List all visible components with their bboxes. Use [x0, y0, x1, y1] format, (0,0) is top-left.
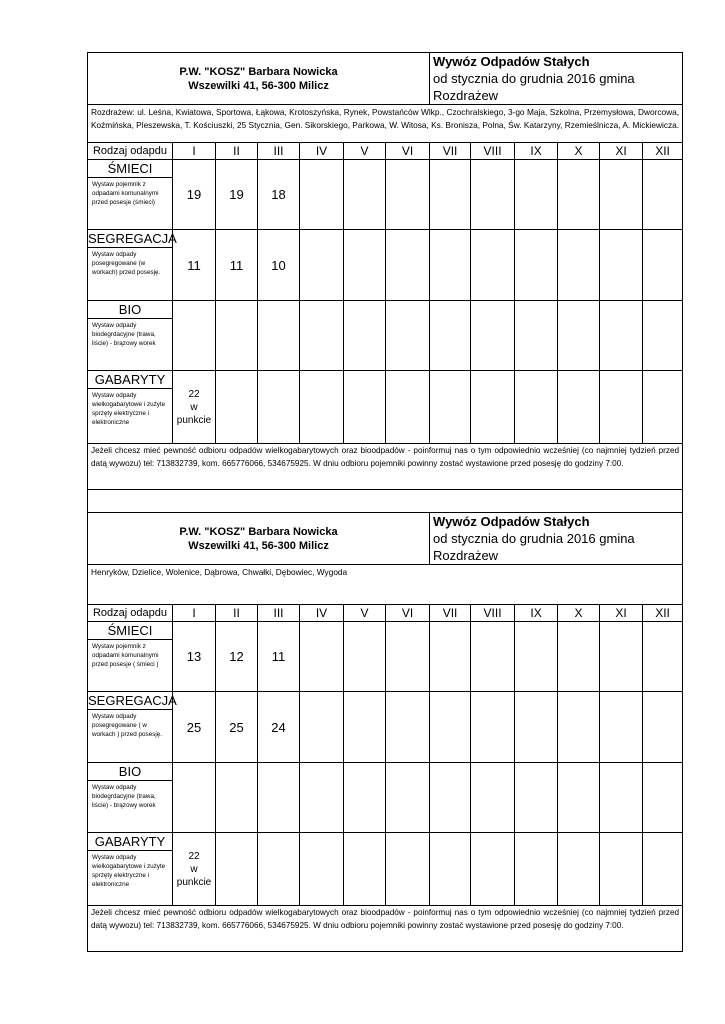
pickup-day-value: 22 w punkcie	[176, 388, 212, 426]
pickup-day-cell	[643, 230, 683, 301]
pickup-day-cell	[558, 371, 600, 444]
pickup-day-cell	[515, 763, 558, 833]
pickup-day-value: 11	[187, 257, 201, 273]
category-row	[88, 371, 683, 444]
pickup-day-cell	[558, 763, 600, 833]
waste-type-label: Rodzaj odapdu	[88, 605, 173, 622]
pickup-day-cell	[173, 692, 216, 763]
month-header: XI	[600, 605, 643, 622]
pickup-day-cell	[344, 833, 386, 906]
month-header: XI	[600, 143, 643, 160]
pickup-day-cell	[643, 301, 683, 371]
month-header: X	[558, 605, 600, 622]
pickup-day-cell	[558, 692, 600, 763]
schedule-page	[87, 52, 682, 952]
pickup-day-value: 12	[229, 649, 244, 664]
pickup-day-cell	[643, 371, 683, 444]
company-name: P.W. "KOSZ" Barbara Nowicka	[179, 525, 338, 538]
note-row	[88, 906, 683, 952]
pickup-day-cell	[430, 622, 471, 692]
pickup-day-value: 22 w punkcie	[176, 850, 212, 888]
month-header: X	[558, 143, 600, 160]
pickup-note: Jeżeli chcesz mieć pewność odbioru odpadów wielkogabarytowych oraz bioodpadów - poinformuj nas o tym odpowiednio wcześniej (co najmniej tydzień przed datą wywozu) tel: 713832739, kom. 665776066, 534675925. W dniu odbioru pojemniki powinny zostać wystawione przed posesję do godziny 7:00.	[88, 906, 683, 952]
pickup-day-cell	[643, 763, 683, 833]
category-name: ŚMIECI	[88, 160, 172, 178]
category-name: SEGREGACJA	[88, 693, 177, 708]
month-header: V	[344, 143, 386, 160]
pickup-day-value: 11	[271, 649, 286, 664]
pickup-day-cell	[558, 160, 600, 230]
category-cell	[88, 763, 173, 833]
pickup-day-cell	[430, 160, 471, 230]
month-header: VI	[386, 605, 430, 622]
pickup-day-cell	[430, 371, 471, 444]
category-cell	[88, 692, 177, 763]
pickup-day-cell	[515, 692, 558, 763]
schedule-table	[87, 52, 683, 952]
pickup-day-cell	[173, 371, 216, 444]
month-header: IV	[300, 143, 344, 160]
pickup-day-cell	[300, 622, 344, 692]
pickup-day-cell	[515, 160, 558, 230]
category-row	[88, 833, 683, 906]
streets-list: Rozdrażew: ul. Leśna, Kwiatowa, Sportowa, Łąkowa, Krotoszyńska, Rynek, Powstańców Wlkp., Czochralskiego, 3-go Maja, Szkolna, Przemysłowa, Dworcowa, Koźmińska, Pleszewska, T. Kościuszki, 25 Stycznia, Gen. Sikorskiego, Parkowa, W. Witosa, Ks. Bronisza, Polna, Św. Katarzyny, Rzemieślnicza, A. Mickiewicza.	[88, 105, 683, 143]
pickup-day-cell	[430, 230, 471, 301]
month-header: III	[258, 143, 300, 160]
section-spacer	[88, 490, 683, 513]
pickup-day-cell	[258, 622, 300, 692]
month-header: VII	[430, 605, 471, 622]
category-name: BIO	[88, 301, 172, 319]
pickup-day-cell	[344, 622, 386, 692]
month-header: VI	[386, 143, 430, 160]
pickup-day-cell	[515, 301, 558, 371]
pickup-day-cell	[173, 230, 216, 301]
pickup-day-cell	[300, 230, 344, 301]
schedule-subtitle: od stycznia do grudnia 2016 gmina Rozdrażew	[433, 531, 635, 563]
category-row	[88, 301, 683, 371]
pickup-day-cell	[300, 692, 344, 763]
pickup-day-cell	[600, 622, 643, 692]
pickup-day-cell	[386, 371, 430, 444]
pickup-day-cell	[386, 763, 430, 833]
pickup-day-cell	[344, 371, 386, 444]
pickup-day-value: 25	[186, 719, 202, 735]
pickup-day-cell	[643, 160, 683, 230]
company-name: P.W. "KOSZ" Barbara Nowicka	[179, 65, 338, 78]
pickup-day-cell	[258, 160, 300, 230]
pickup-day-cell	[471, 230, 515, 301]
category-description: Wystaw pojemnik z odpadami komunalnymi przed posesje ( śmieci )	[92, 643, 159, 668]
month-header: IX	[515, 605, 558, 622]
category-row	[88, 622, 683, 692]
pickup-day-cell	[643, 622, 683, 692]
pickup-note: Jeżeli chcesz mieć pewność odbioru odpadów wielkogabarytowych oraz bioodpadów - poinformuj nas o tym odpowiednio wcześniej (co najmniej tydzień przed datą wywozu) tel: 713832739, kom. 665776066, 534675925. W dniu odbioru pojemniki powinny zostać wystawione przed posesję do godziny 7:00.	[88, 444, 683, 490]
pickup-day-value: 10	[271, 257, 286, 273]
pickup-day-value: 19	[186, 187, 202, 202]
month-header: VIII	[471, 605, 515, 622]
company-address: Wszewilki 41, 56-300 Milicz	[188, 79, 329, 92]
company-address: Wszewilki 41, 56-300 Milicz	[188, 539, 329, 552]
pickup-day-cell	[471, 692, 515, 763]
pickup-day-cell	[600, 763, 643, 833]
streets-list: Henryków, Dzielice, Wolenice, Dąbrowa, Chwałki, Dębowiec, Wygoda	[88, 565, 683, 605]
month-header: XII	[643, 143, 683, 160]
pickup-day-cell	[216, 371, 258, 444]
pickup-day-cell	[258, 833, 300, 906]
month-header: V	[344, 605, 386, 622]
schedule-title-block	[430, 513, 683, 565]
category-cell	[88, 160, 173, 230]
pickup-day-cell	[300, 371, 344, 444]
pickup-day-value: 18	[271, 187, 286, 202]
pickup-day-cell	[600, 230, 643, 301]
pickup-day-cell	[600, 692, 643, 763]
pickup-day-cell	[216, 763, 258, 833]
pickup-day-cell	[216, 160, 258, 230]
pickup-day-cell	[386, 692, 430, 763]
category-row	[88, 763, 683, 833]
pickup-day-cell	[258, 301, 300, 371]
pickup-day-cell	[216, 301, 258, 371]
month-header: III	[258, 605, 300, 622]
pickup-day-cell	[386, 622, 430, 692]
month-header: I	[173, 605, 216, 622]
pickup-day-cell	[300, 833, 344, 906]
pickup-day-cell	[558, 622, 600, 692]
category-description: Wystaw odpady wielkogabarytowe i zużyte sprzęty elektryczne i elektroniczne	[92, 854, 166, 888]
company-block	[88, 513, 430, 565]
pickup-day-value: 24	[271, 719, 286, 735]
pickup-day-cell	[600, 833, 643, 906]
month-header: VII	[430, 143, 471, 160]
pickup-day-cell	[515, 230, 558, 301]
month-header: XII	[643, 605, 683, 622]
pickup-day-cell	[471, 371, 515, 444]
pickup-day-cell	[386, 833, 430, 906]
pickup-day-cell	[600, 371, 643, 444]
pickup-day-value: 11	[229, 257, 244, 273]
pickup-day-cell	[344, 160, 386, 230]
month-header-row	[88, 605, 683, 622]
schedule-subtitle: od stycznia do grudnia 2016 gmina Rozdrażew	[433, 71, 635, 103]
pickup-day-cell	[471, 622, 515, 692]
pickup-day-cell	[471, 160, 515, 230]
pickup-day-cell	[216, 230, 258, 301]
pickup-day-cell	[558, 301, 600, 371]
pickup-day-cell	[173, 833, 216, 906]
company-block	[88, 53, 430, 105]
pickup-day-cell	[258, 692, 300, 763]
pickup-day-value: 25	[229, 719, 244, 735]
category-description: Wystaw odpady biodegrdacyjne (trawa, liście) - brązowy worek	[92, 322, 156, 347]
pickup-day-cell	[515, 371, 558, 444]
pickup-day-cell	[430, 833, 471, 906]
category-description: Wystaw odpady wielkogabarytowe i zużyte sprzęty elektryczne i elektroniczne	[92, 392, 166, 426]
month-header: VIII	[471, 143, 515, 160]
month-header: II	[216, 605, 258, 622]
category-description: Wystaw pojemnik z odpadami komunalnymi przed posesje (śmieci)	[92, 181, 159, 206]
pickup-day-cell	[300, 763, 344, 833]
pickup-day-cell	[344, 230, 386, 301]
category-name: ŚMIECI	[88, 622, 172, 640]
pickup-day-cell	[386, 301, 430, 371]
category-row	[88, 230, 683, 301]
pickup-day-cell	[344, 301, 386, 371]
pickup-day-cell	[430, 692, 471, 763]
pickup-day-cell	[386, 160, 430, 230]
category-cell	[88, 833, 173, 906]
pickup-day-cell	[386, 230, 430, 301]
pickup-day-value: 19	[229, 187, 244, 202]
pickup-day-cell	[300, 160, 344, 230]
pickup-day-cell	[173, 160, 216, 230]
note-row	[88, 444, 683, 490]
pickup-day-cell	[471, 763, 515, 833]
pickup-day-value: 13	[186, 649, 202, 664]
category-description: Wystaw odpady biodegrdacyjne (trawa, liście) - brązowy worek	[92, 784, 156, 809]
pickup-day-cell	[430, 301, 471, 371]
category-name: SEGREGACJA	[88, 231, 177, 246]
category-row	[88, 160, 683, 230]
pickup-day-cell	[300, 301, 344, 371]
pickup-day-cell	[515, 833, 558, 906]
category-name: GABARYTY	[88, 833, 172, 851]
pickup-day-cell	[173, 622, 216, 692]
schedule-title: Wywóz Odpadów Stałych	[433, 54, 590, 69]
pickup-day-cell	[471, 833, 515, 906]
pickup-day-cell	[258, 371, 300, 444]
schedule-title-block	[430, 53, 683, 105]
pickup-day-cell	[558, 230, 600, 301]
pickup-day-cell	[643, 833, 683, 906]
pickup-day-cell	[216, 833, 258, 906]
category-cell	[88, 230, 177, 301]
spacer-cell	[88, 490, 683, 513]
waste-type-label: Rodzaj odapdu	[88, 143, 173, 160]
category-description: Wystaw odpady posegregowane ( w workach ) przed posesję.	[92, 713, 162, 738]
pickup-day-cell	[173, 763, 216, 833]
month-header: IV	[300, 605, 344, 622]
pickup-day-cell	[344, 763, 386, 833]
pickup-day-cell	[344, 692, 386, 763]
pickup-day-cell	[258, 763, 300, 833]
category-cell	[88, 622, 173, 692]
month-header-row	[88, 143, 683, 160]
schedule-title: Wywóz Odpadów Stałych	[433, 514, 590, 529]
streets-row	[88, 565, 683, 605]
pickup-day-cell	[258, 230, 300, 301]
pickup-day-cell	[173, 301, 216, 371]
pickup-day-cell	[515, 622, 558, 692]
header-row	[88, 513, 683, 565]
month-header: IX	[515, 143, 558, 160]
category-description: Wystaw odpady posegregowane (w workach) przed posesję.	[92, 251, 161, 276]
pickup-day-cell	[600, 301, 643, 371]
pickup-day-cell	[430, 763, 471, 833]
pickup-day-cell	[216, 692, 258, 763]
category-name: GABARYTY	[88, 371, 172, 389]
category-row	[88, 692, 683, 763]
category-name: BIO	[88, 763, 172, 781]
pickup-day-cell	[643, 692, 683, 763]
pickup-day-cell	[558, 833, 600, 906]
month-header: I	[173, 143, 216, 160]
pickup-day-cell	[471, 301, 515, 371]
category-cell	[88, 301, 173, 371]
pickup-day-cell	[600, 160, 643, 230]
header-row	[88, 53, 683, 105]
month-header: II	[216, 143, 258, 160]
streets-row	[88, 105, 683, 143]
category-cell	[88, 371, 173, 444]
pickup-day-cell	[216, 622, 258, 692]
